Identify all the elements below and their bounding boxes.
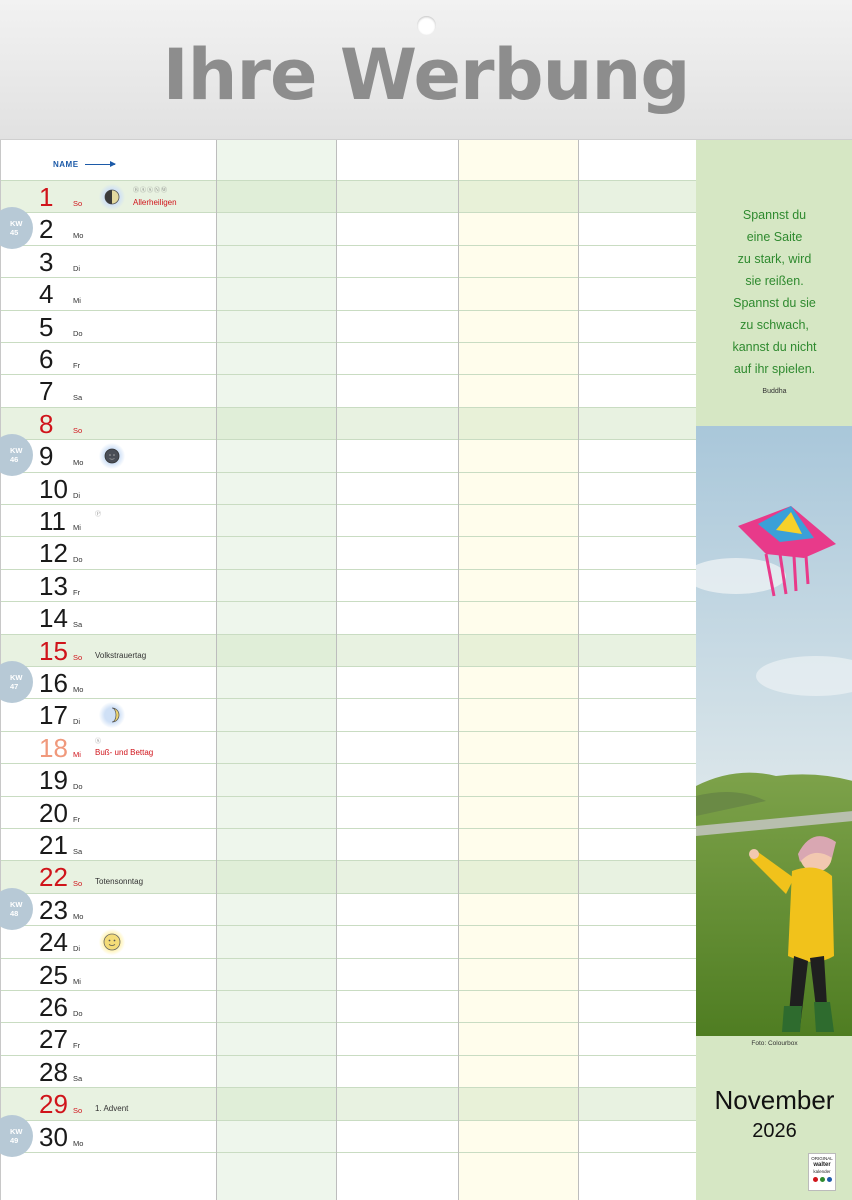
week-label: KW [10, 1126, 23, 1136]
logo-top-text: ORIGINAL [811, 1156, 833, 1161]
weekday-abbr: Do [73, 1009, 83, 1018]
weekday-abbr: So [73, 879, 83, 889]
day-number: 16 [39, 668, 68, 698]
day-row[interactable] [1, 893, 696, 925]
week-number: 49 [10, 1135, 19, 1145]
weekday-abbr: Sa [73, 393, 83, 403]
column-divider [336, 140, 337, 1200]
week-label: KW [10, 899, 23, 909]
day-number: 23 [39, 894, 68, 925]
weekday-abbr: So [73, 425, 83, 435]
weekday-abbr: Mo [73, 685, 84, 694]
week-label: KW [10, 446, 23, 456]
column-divider [216, 140, 217, 1200]
arrow-right-icon [85, 164, 115, 165]
day-row[interactable] [1, 990, 696, 1022]
hanging-hole [417, 16, 436, 35]
day-number: 24 [39, 927, 68, 958]
logo-bottom-text: kalender [813, 1169, 831, 1174]
day-number: 11 [39, 506, 66, 536]
week-number: 46 [10, 455, 19, 465]
day-row[interactable] [1, 1120, 696, 1152]
logo-brand-text: walter [813, 1162, 831, 1168]
day-row[interactable] [1, 439, 696, 471]
weekday-abbr: Di [73, 944, 81, 954]
weekday-abbr: Fr [73, 1041, 81, 1051]
day-number: 13 [39, 570, 68, 601]
week-number: 45 [10, 228, 19, 238]
weekday-abbr: Mo [73, 1138, 84, 1148]
day-number: 30 [39, 1121, 68, 1152]
day-row[interactable] [1, 731, 696, 763]
quote-line: eine Saite [746, 230, 803, 244]
day-row[interactable] [1, 1022, 696, 1054]
day-row[interactable] [1, 180, 696, 212]
day-row[interactable] [1, 860, 696, 892]
day-row[interactable] [1, 828, 696, 860]
day-number: 17 [39, 700, 68, 731]
day-row[interactable] [1, 601, 696, 633]
weekday-abbr: Mi [73, 523, 81, 532]
advertising-text: Ihre Werbung [162, 34, 690, 116]
logo-dots [809, 1177, 835, 1182]
weekday-abbr: So [73, 199, 83, 208]
day-number: 8 [39, 408, 54, 439]
school-holiday-marks: Ⓢ [95, 738, 103, 745]
day-row[interactable] [1, 472, 696, 504]
weekday-abbr: So [73, 652, 83, 662]
holiday-label: 1. Advent [95, 1104, 129, 1114]
weekday-abbr: So [73, 1106, 83, 1116]
quote-line: zu stark, wird [737, 252, 812, 266]
quote-line: kannst du nicht [732, 340, 817, 354]
day-number: 3 [39, 246, 54, 277]
day-number: 2 [39, 214, 54, 245]
day-number: 18 [39, 732, 68, 763]
day-row[interactable] [1, 277, 696, 309]
day-row[interactable] [1, 666, 696, 698]
day-number: 28 [39, 1056, 68, 1087]
day-number: 27 [39, 1024, 68, 1055]
day-number: 12 [39, 538, 68, 569]
week-number: 48 [10, 908, 19, 918]
day-row[interactable] [1, 698, 696, 730]
day-number: 5 [39, 311, 54, 342]
day-row[interactable] [1, 1055, 696, 1087]
weekday-abbr: Mi [73, 749, 81, 759]
weekday-abbr: Do [73, 555, 83, 565]
blank-row [1, 1152, 696, 1184]
week-label: KW [10, 673, 23, 682]
column-divider [578, 140, 579, 1200]
day-row[interactable] [1, 310, 696, 342]
weekday-abbr: Sa [73, 847, 83, 856]
weekday-abbr: Fr [73, 814, 81, 824]
kite-photo [696, 426, 852, 1036]
day-row[interactable] [1, 245, 696, 277]
day-row[interactable] [1, 504, 696, 536]
day-row[interactable] [1, 958, 696, 990]
day-number: 14 [39, 603, 68, 634]
day-row[interactable] [1, 407, 696, 439]
day-number: 22 [39, 862, 68, 893]
day-number: 1 [39, 182, 54, 212]
holiday-label: Totensonntag [95, 877, 144, 887]
advertising-header [0, 0, 852, 140]
publisher-logo [808, 1153, 836, 1191]
day-number: 15 [39, 635, 68, 666]
weekday-abbr: Sa [73, 620, 83, 630]
full-moon-icon [99, 929, 125, 955]
day-row[interactable] [1, 212, 696, 244]
quote-line: sie reißen. [745, 274, 804, 288]
quote-line: Spannst du [742, 208, 807, 222]
first-quarter-icon [99, 184, 125, 210]
month-sidebar [696, 140, 852, 1200]
quote-line: auf ihr spielen. [733, 362, 816, 376]
day-number: 7 [39, 376, 54, 407]
day-row[interactable] [1, 1087, 696, 1119]
holiday-label: Buß- und Bettag [95, 747, 154, 757]
day-number: 10 [39, 473, 68, 504]
weekday-abbr: Mo [73, 458, 84, 468]
day-number: 25 [39, 959, 68, 990]
day-number: 29 [39, 1089, 68, 1120]
weekday-abbr: Mi [73, 976, 81, 986]
weekday-abbr: Fr [73, 361, 81, 370]
day-number: 9 [39, 441, 54, 472]
day-row[interactable] [1, 925, 696, 957]
weekday-abbr: Di [73, 263, 81, 273]
quote-line: zu schwach, [740, 318, 809, 332]
school-holiday-marks: Ⓟ [95, 512, 103, 518]
last-quarter-icon [99, 702, 125, 728]
day-row[interactable] [1, 634, 696, 666]
name-label: NAME [53, 160, 79, 169]
day-number: 20 [39, 797, 68, 828]
school-holiday-marks: ⒷⒶⓈⓃⓌ [133, 188, 169, 194]
day-row[interactable] [1, 763, 696, 795]
quote-author: Buddha [762, 388, 787, 395]
column-divider [458, 140, 459, 1200]
new-moon-icon [99, 443, 125, 469]
week-label: KW [10, 219, 23, 229]
day-row[interactable] [1, 536, 696, 568]
day-row[interactable] [1, 374, 696, 406]
day-number: 26 [39, 992, 68, 1022]
year: 2026 [752, 1120, 797, 1142]
weekday-abbr: Sa [73, 1073, 83, 1083]
day-number: 6 [39, 344, 54, 374]
holiday-label: Volkstrauertag [95, 650, 147, 660]
day-number: 21 [39, 830, 68, 860]
quote-line: Spannst du sie [733, 296, 816, 310]
quote [696, 204, 852, 380]
weekday-abbr: Di [73, 717, 81, 727]
weekday-abbr: Mo [73, 231, 84, 241]
week-number: 47 [10, 682, 19, 691]
weekday-abbr: Mo [73, 911, 84, 921]
day-number: 19 [39, 765, 68, 796]
weekday-abbr: Di [73, 490, 81, 500]
calendar-panel [0, 140, 852, 1200]
holiday-label: Allerheiligen [133, 198, 177, 207]
weekday-abbr: Fr [73, 587, 81, 597]
weekday-abbr: Do [73, 782, 83, 792]
day-row[interactable] [1, 796, 696, 828]
day-row[interactable] [1, 342, 696, 374]
photo-credit: Foto: Colourbox [751, 1040, 798, 1047]
day-row[interactable] [1, 569, 696, 601]
day-number: 4 [39, 279, 54, 310]
weekday-abbr: Do [73, 328, 83, 338]
month-name: November [714, 1085, 835, 1115]
weekday-abbr: Mi [73, 296, 81, 306]
